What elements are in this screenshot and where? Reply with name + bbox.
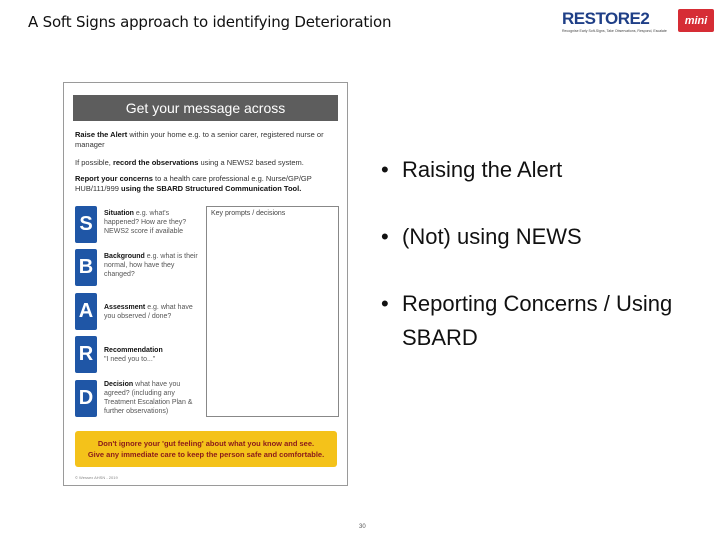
sbard-title: Recommendation <box>104 347 163 354</box>
sbard-letter-r: R <box>75 336 97 373</box>
sbard-title: Decision <box>104 381 134 388</box>
record-pre: If possible, <box>75 158 113 167</box>
slide-title: A Soft Signs approach to identifying Deterioration <box>28 13 392 31</box>
warning-line-1: Don't ignore your 'gut feeling' about what you know and see. <box>97 439 315 448</box>
sbard-title: Assessment <box>104 304 146 311</box>
sbard-background <box>104 252 200 279</box>
sbard-title: Situation <box>104 210 134 217</box>
bullet-dot: • <box>381 291 389 316</box>
bullet-dot: • <box>381 224 389 249</box>
sbard-card-image <box>63 82 348 486</box>
record-bold: record the observations <box>112 158 199 167</box>
raise-alert-text <box>75 130 340 150</box>
card-footer: © Wessex AHSN - 2019 <box>75 475 118 480</box>
sbard-letter-d: D <box>75 380 97 417</box>
sbard-decision <box>104 380 200 416</box>
bullet-dot: • <box>381 157 389 182</box>
sbard-situation <box>104 209 200 236</box>
page-number: 30 <box>359 524 366 530</box>
sbard-desc: e.g. what have you observed / done? <box>104 304 193 320</box>
sbard-desc: "I need you to..." <box>104 356 156 363</box>
gut-feeling-warning <box>75 431 337 467</box>
sbard-letter-b: B <box>75 249 97 286</box>
key-prompts-box <box>206 206 339 417</box>
sbard-letter-a: A <box>75 293 97 330</box>
sbard-recommendation <box>104 346 200 364</box>
warning-line-2: Give any immediate care to keep the person safe and comfortable. <box>87 450 325 459</box>
report-concerns-text <box>75 174 340 194</box>
sbard-assessment <box>104 303 200 321</box>
sbard-desc: e.g. what's happened? How are they? NEWS2 score if available <box>104 210 187 235</box>
raise-alert-rest: within your home e.g. to a senior carer, registered nurse or manager <box>75 130 324 149</box>
sbard-letter-s: S <box>75 206 97 243</box>
bullet-text: Reporting Concerns / Using SBARD <box>402 291 673 350</box>
record-rest: using a NEWS2 based system. <box>198 158 304 167</box>
sbard-desc: what have you agreed? (including any Treatment Escalation Plan & further observations) <box>104 381 193 415</box>
logo-badge: mini <box>678 9 714 32</box>
sbard-desc: e.g. what is their normal, how have they changed? <box>104 253 198 278</box>
raise-alert-bold: Raise the Alert <box>75 130 128 139</box>
logo-wordmark: RESTORE2 <box>562 9 650 28</box>
restore2-mini-logo <box>562 9 714 35</box>
report-bold: Report your concerns <box>75 174 153 183</box>
bullet-text: (Not) using NEWS <box>402 224 582 249</box>
bullet-text: Raising the Alert <box>402 157 563 182</box>
key-prompts-label: Key prompts / decisions <box>211 210 286 217</box>
card-header: Get your message across <box>73 95 338 121</box>
report-rest: to a health care professional e.g. Nurse/GP/GP HUB/111/999 <box>75 174 312 193</box>
sbard-title: Background <box>104 253 145 260</box>
record-observations-text <box>75 158 340 168</box>
logo-tagline: Recognise Early Soft-Signs, Take Observations, Respond, Escalate <box>562 29 667 33</box>
report-bold2: using the SBARD Structured Communication Tool. <box>121 184 302 193</box>
